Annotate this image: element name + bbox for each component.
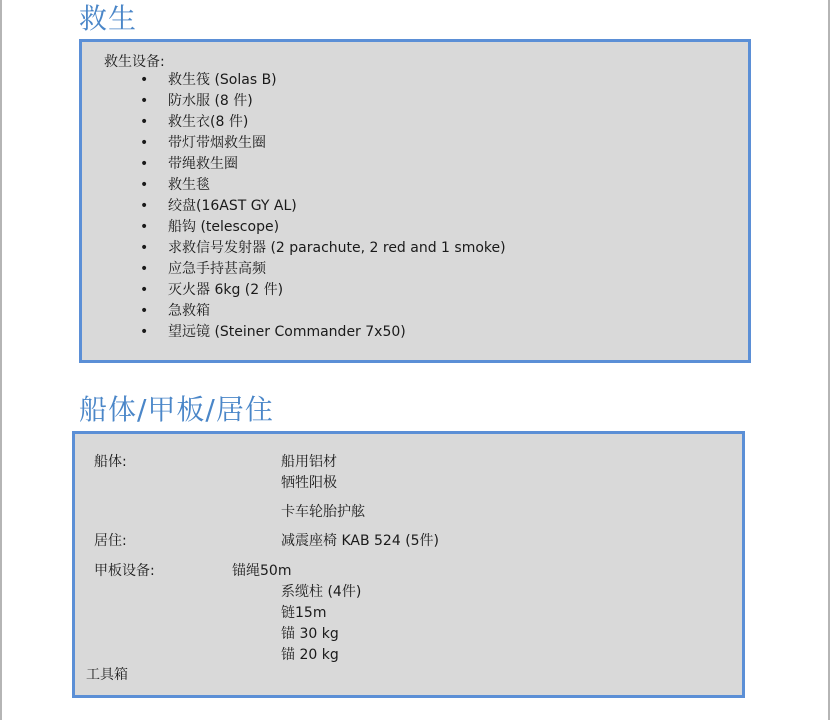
- list-item: [140, 112, 506, 133]
- list-item: [140, 217, 506, 238]
- list-item: [140, 322, 506, 343]
- list-item: [140, 196, 506, 217]
- deck-equipment-label: 甲板设备:: [94, 563, 155, 579]
- list-item: [140, 238, 506, 259]
- list-item-text: 带绳救生圈: [168, 156, 238, 172]
- list-item: [140, 154, 506, 175]
- list-item: [140, 280, 506, 301]
- bullet: •: [140, 156, 149, 172]
- deck-equipment-value: 锚绳50m: [232, 563, 292, 579]
- list-item-text: 绞盘(16AST GY AL): [168, 198, 297, 214]
- accommodation-value: 减震座椅 KAB 524 (5件): [281, 533, 440, 549]
- list-item-text: 望远镜 (Steiner Commander 7x50): [168, 324, 406, 340]
- list-item-text: 求救信号发射器 (2 parachute, 2 red and 1 smoke): [168, 240, 506, 256]
- bullet: •: [140, 219, 149, 235]
- accommodation-label: 居住:: [94, 533, 127, 549]
- bullet: •: [140, 135, 149, 151]
- deck-equipment-value: 锚 30 kg: [281, 626, 339, 642]
- deck-equipment-value: 锚 20 kg: [281, 647, 339, 663]
- bullet: •: [140, 93, 149, 109]
- lifesaving-equipment-heading: 救生设备:: [104, 54, 165, 70]
- list-item-text: 救生筏 (Solas B): [168, 72, 277, 88]
- hull-label: 船体:: [94, 454, 127, 470]
- list-item-text: 应急手持甚高频: [168, 261, 266, 277]
- list-item-text: 带灯带烟救生圈: [168, 135, 266, 151]
- list-item-text: 急救箱: [168, 303, 210, 319]
- hull-value: 卡车轮胎护舷: [281, 504, 365, 520]
- bullet: •: [140, 261, 149, 277]
- page-edge-left: [0, 0, 2, 720]
- bullet: •: [140, 240, 149, 256]
- bullet: •: [140, 282, 149, 298]
- list-item-text: 船钩 (telescope): [168, 219, 280, 235]
- deck-equipment-value: 链15m: [281, 605, 327, 621]
- hull-deck-accommodation-box: [72, 431, 745, 698]
- list-item-text: 灭火器 6kg (2 件): [168, 282, 284, 298]
- deck-equipment-value: 系缆柱 (4件): [281, 584, 362, 600]
- section-title-lifesaving: 救生: [79, 2, 138, 35]
- list-item: [140, 70, 506, 91]
- list-item-text: 防水服 (8 件): [168, 93, 253, 109]
- list-item: [140, 133, 506, 154]
- bullet: •: [140, 177, 149, 193]
- list-item-text: 救生毯: [168, 177, 210, 193]
- bullet: •: [140, 72, 149, 88]
- list-item: [140, 91, 506, 112]
- list-item: [140, 301, 506, 322]
- toolbox-label: 工具箱: [86, 667, 128, 683]
- lifesaving-equipment-list: [140, 70, 506, 343]
- list-item: [140, 175, 506, 196]
- bullet: •: [140, 198, 149, 214]
- bullet: •: [140, 324, 149, 340]
- list-item: [140, 259, 506, 280]
- list-item-text: 救生衣(8 件): [168, 114, 249, 130]
- section-title-hull-deck-accommodation: 船体/甲板/居住: [79, 393, 274, 426]
- hull-value: 船用铝材: [281, 454, 337, 470]
- hull-value: 牺牲阳极: [281, 475, 337, 491]
- lifesaving-equipment-box: [79, 39, 751, 363]
- bullet: •: [140, 303, 149, 319]
- bullet: •: [140, 114, 149, 130]
